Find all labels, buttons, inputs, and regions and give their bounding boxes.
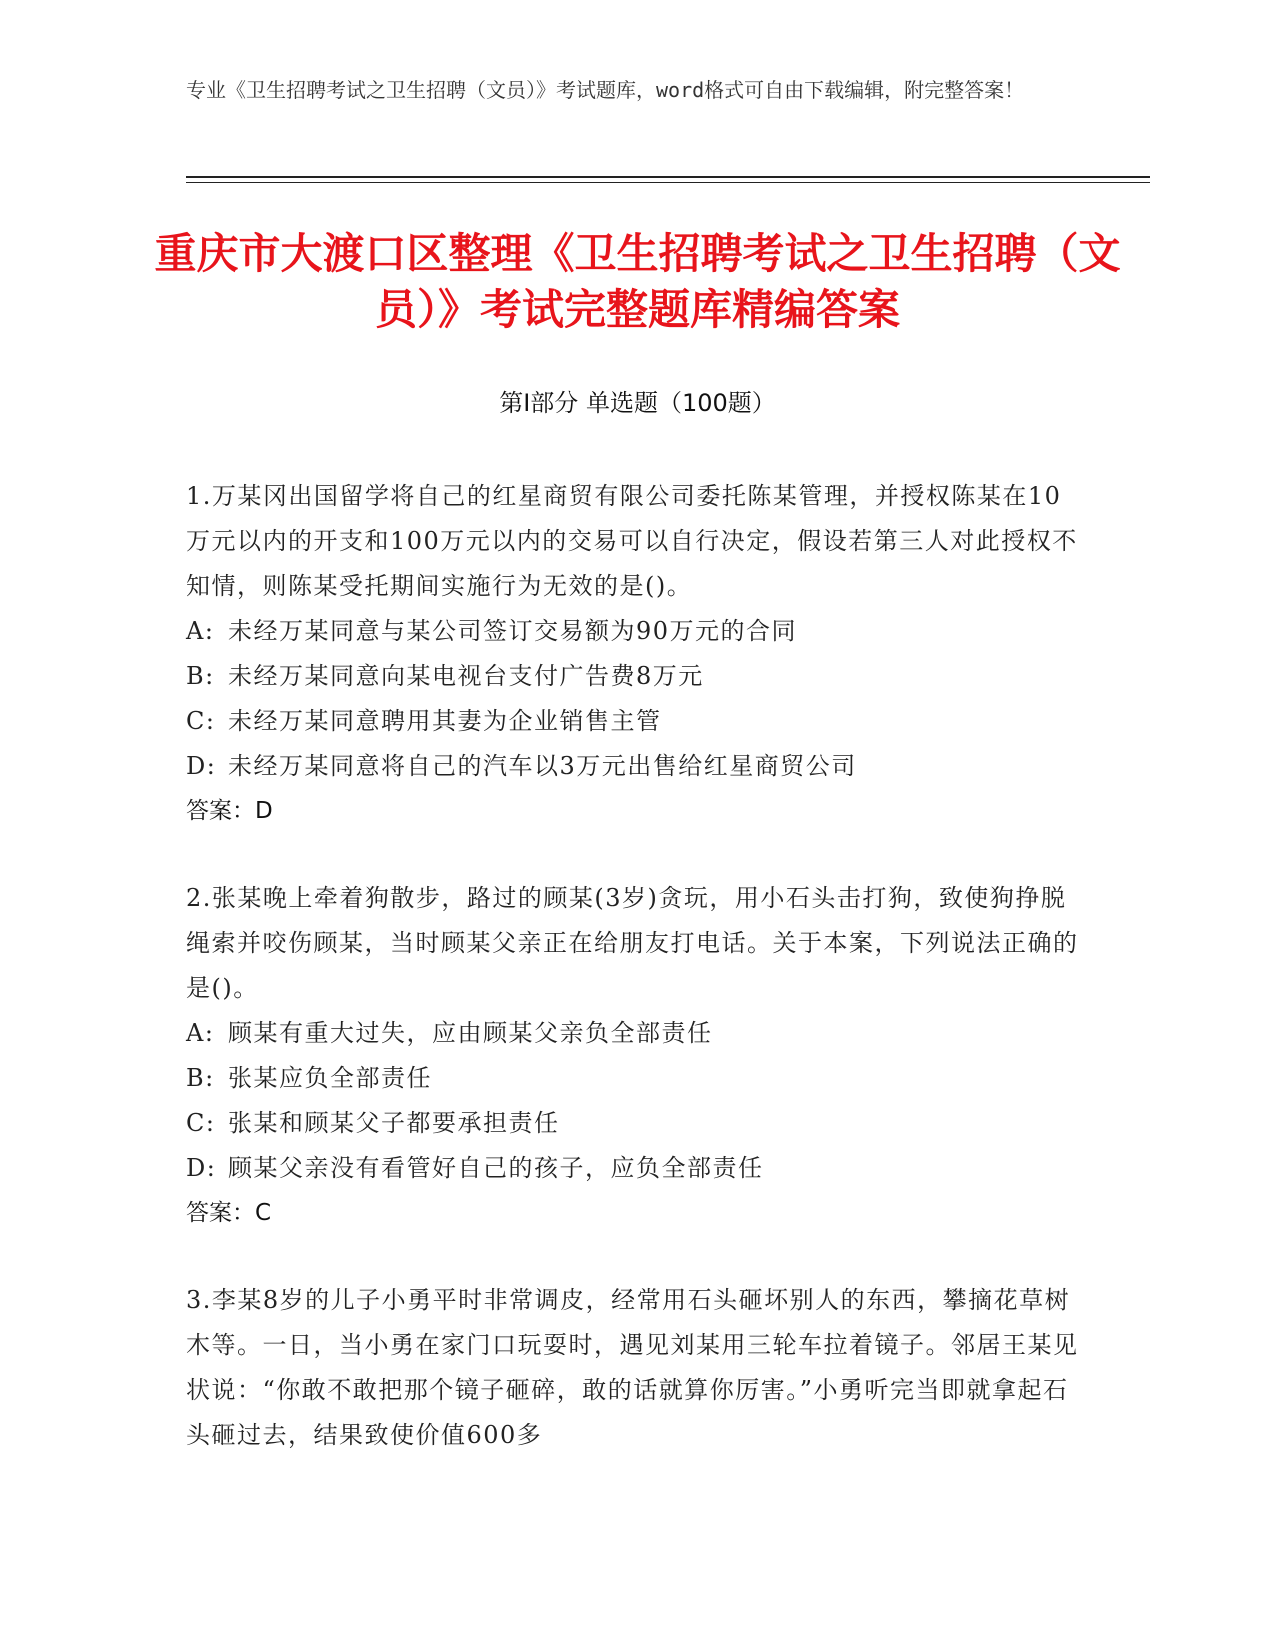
option-letter: D:	[186, 1154, 217, 1182]
option-b	[186, 1056, 1086, 1101]
option-text: 未经万某同意与某公司签订交易额为90万元的合同	[228, 617, 798, 645]
option-text: 顾某父亲没有看管好自己的孩子，应负全部责任	[228, 1154, 764, 1182]
option-text: 未经万某同意聘用其妻为企业销售主管	[228, 707, 662, 735]
question-2	[186, 876, 1086, 1236]
option-letter: A:	[186, 617, 215, 645]
option-letter: B:	[186, 1064, 215, 1092]
question-3	[186, 1278, 1086, 1458]
option-letter: B:	[186, 662, 215, 690]
option-d	[186, 744, 1086, 789]
question-list	[186, 474, 1086, 1500]
option-letter: D:	[186, 752, 217, 780]
option-text: 未经万某同意将自己的汽车以3万元出售给红星商贸公司	[228, 752, 857, 780]
option-letter: A:	[186, 1019, 215, 1047]
option-text: 顾某有重大过失，应由顾某父亲负全部责任	[228, 1019, 713, 1047]
question-1	[186, 474, 1086, 834]
option-letter: C:	[186, 1109, 216, 1137]
option-c	[186, 1101, 1086, 1146]
option-d	[186, 1146, 1086, 1191]
header-divider-thin	[186, 182, 1150, 183]
header-note: 专业《卫生招聘考试之卫生招聘（文员）》考试题库，word格式可自由下载编辑，附完整答案！	[186, 78, 1025, 102]
question-stem: 3.李某8岁的儿子小勇平时非常调皮，经常用石头砸坏别人的东西，攀摘花草树木等。一日，当小勇在家门口玩耍时，遇见刘某用三轮车拉着镜子。邻居王某见状说：“你敢不敢把那个镜子砸碎，敢的话就算你厉害。”小勇听完当即就拿起石头砸过去，结果致使价值600多	[186, 1286, 1079, 1449]
option-c	[186, 699, 1086, 744]
answer-line: 答案：D	[186, 798, 273, 824]
option-a	[186, 609, 1086, 654]
section-heading: 第Ⅰ部分 单选题（100题）	[499, 389, 776, 417]
document-title: 重庆市大渡口区整理《卫生招聘考试之卫生招聘（文员）》考试完整题库精编答案	[154, 229, 1121, 334]
option-text: 张某应负全部责任	[228, 1064, 432, 1092]
option-letter: C:	[186, 707, 216, 735]
option-text: 张某和顾某父子都要承担责任	[228, 1109, 560, 1137]
option-a	[186, 1011, 1086, 1056]
answer-line: 答案：C	[186, 1200, 272, 1226]
question-stem: 1.万某冈出国留学将自己的红星商贸有限公司委托陈某管理，并授权陈某在10万元以内的开支和100万元以内的交易可以自行决定，假设若第三人对此授权不知情，则陈某受托期间实施行为无效的是()。	[186, 482, 1078, 600]
option-text: 未经万某同意向某电视台支付广告费8万元	[228, 662, 704, 690]
header-divider-thick	[186, 176, 1150, 178]
option-b	[186, 654, 1086, 699]
question-stem: 2.张某晚上牵着狗散步，路过的顾某(3岁)贪玩，用小石头击打狗，致使狗挣脱绳索并咬伤顾某，当时顾某父亲正在给朋友打电话。关于本案，下列说法正确的是()。	[186, 884, 1079, 1002]
